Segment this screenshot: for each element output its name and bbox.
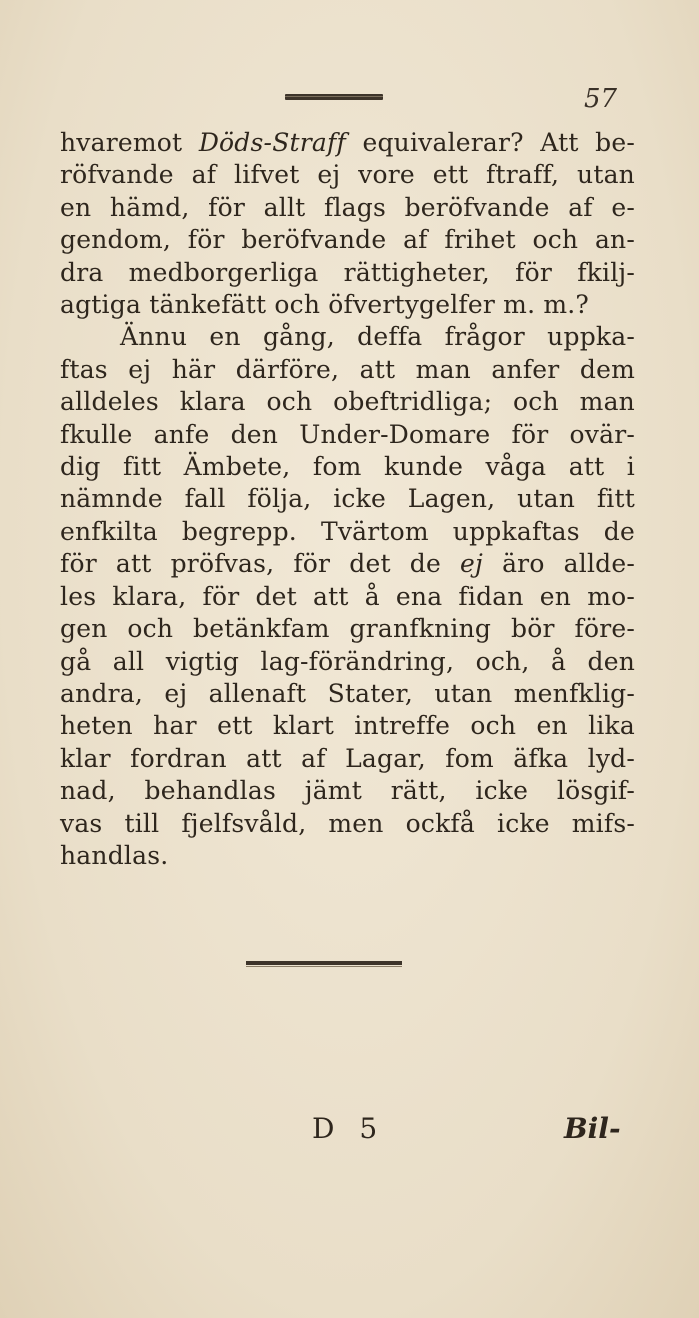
text-run: alldeles klara och obeftridliga; och man — [60, 387, 635, 417]
text-line — [60, 743, 635, 775]
text-line — [60, 646, 635, 678]
text-line — [60, 159, 635, 191]
text-run: equivalerar? Att be- — [345, 128, 635, 157]
text-line — [60, 548, 635, 580]
text-run: nämnde fall följa, icke Lagen, utan fitt — [60, 484, 635, 514]
text-run: gendom, för beröfvande af frihet och an- — [60, 225, 635, 255]
text-run: les klara, för det att å ena fidan en mo- — [60, 581, 635, 611]
text-line — [60, 419, 635, 451]
footer-ornament-rule — [246, 961, 402, 965]
text-run: gen och betänkfam granfkning bör före- — [60, 614, 635, 644]
emphasized-text: ej — [460, 549, 483, 579]
text-run: Ännu en gång, deffa frågor uppka- — [120, 322, 635, 352]
text-line — [60, 678, 635, 710]
text-line — [60, 840, 635, 872]
text-run: röfvande af lifvet ej vore ett ftraff, utan — [60, 160, 635, 190]
text-line — [60, 224, 635, 256]
text-run: äro allde- — [483, 549, 635, 579]
text-run: nad, behandlas jämt rätt, icke lösgif- — [60, 776, 635, 806]
text-line — [60, 354, 635, 386]
text-run: heten har ett klart intreffe och en lika — [60, 711, 635, 741]
text-line — [60, 192, 635, 224]
header-ornament-rule — [285, 94, 383, 100]
text-run: andra, ej allenaft Stater, utan menfklig- — [60, 678, 635, 708]
text-run: handlas. — [60, 840, 169, 870]
text-run: gå all vigtig lag-förändring, och, å den — [60, 646, 635, 676]
emphasized-text: Döds-Straff — [198, 128, 346, 157]
text-run: ftas ej här därföre, att man anfer dem — [60, 354, 635, 384]
text-line — [60, 710, 635, 742]
text-line — [60, 321, 635, 353]
text-line — [60, 483, 635, 515]
page-number: 57 — [584, 84, 618, 114]
printer-signature-mark: D 5 — [312, 1112, 386, 1145]
text-line — [60, 516, 635, 548]
text-line — [60, 289, 635, 321]
text-line — [60, 257, 635, 289]
text-line — [60, 808, 635, 840]
text-line — [60, 127, 635, 159]
text-line — [60, 581, 635, 613]
text-run: klar fordran att af Lagar, fom äfka lyd- — [60, 743, 635, 773]
text-line — [60, 451, 635, 483]
text-run: för att pröfvas, för det de — [60, 549, 461, 579]
text-run: vas till fjelfsvåld, men ockfå icke mifs- — [60, 808, 635, 838]
text-run: hvaremot — [60, 128, 199, 157]
text-run: dig fitt Ämbete, fom kunde våga att i — [60, 452, 635, 482]
catchword: Bil- — [564, 1112, 621, 1145]
text-run: dra medborgerliga rättigheter, för fkilj- — [60, 257, 635, 287]
text-run: enfkilta begrepp. Tvärtom uppkaftas de — [60, 516, 635, 546]
text-run: en hämd, för allt flags beröfvande af e- — [60, 192, 635, 222]
body-text — [60, 127, 635, 872]
text-run: agtiga tänkefätt och öfvertygelfer m. m.? — [60, 290, 590, 320]
text-line — [60, 386, 635, 418]
text-run: fkulle anfe den Under-Domare för ovär- — [60, 419, 635, 449]
text-line — [60, 613, 635, 645]
text-line — [60, 775, 635, 807]
